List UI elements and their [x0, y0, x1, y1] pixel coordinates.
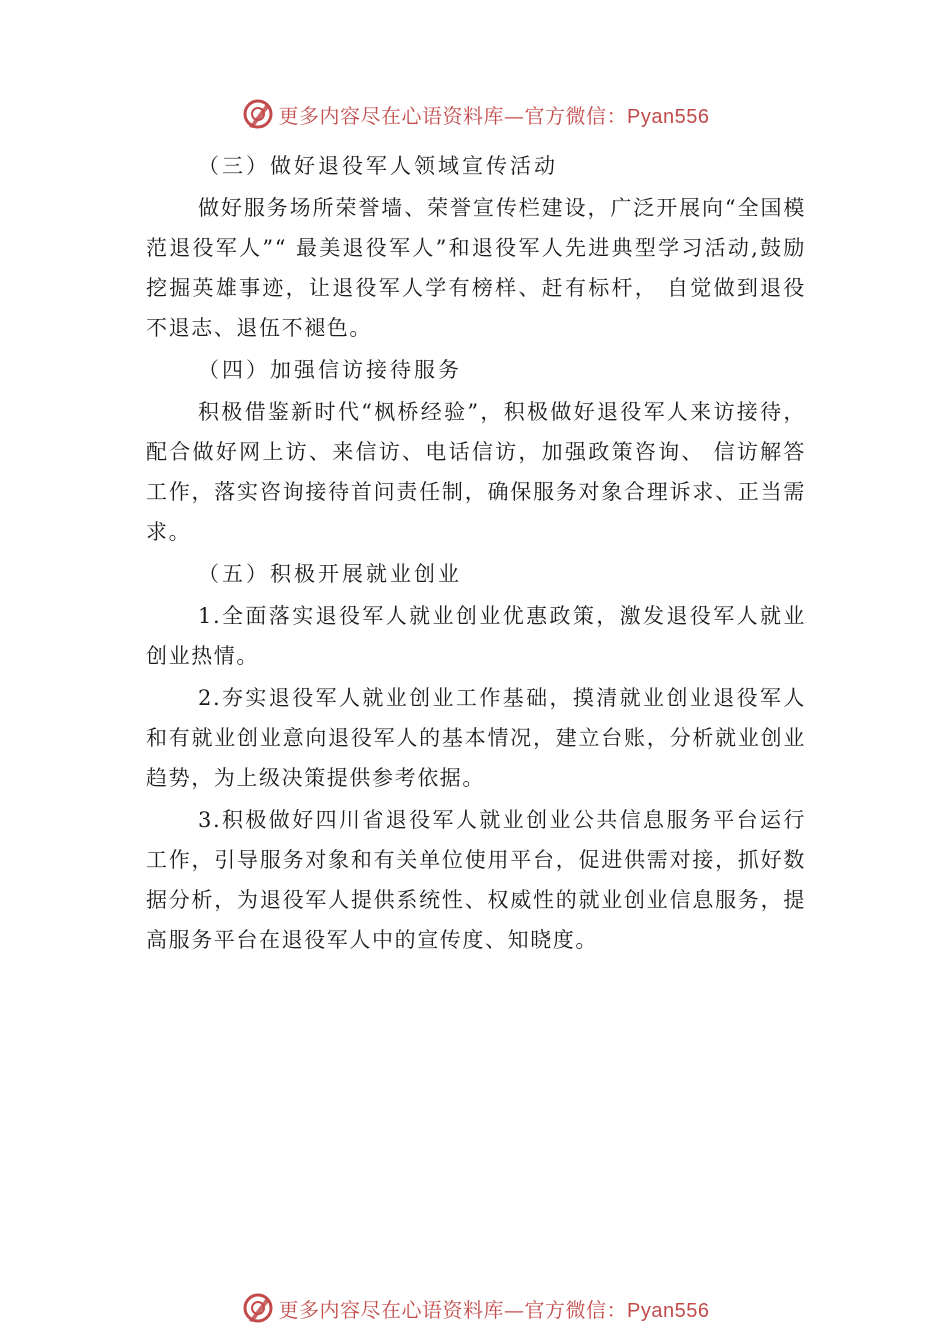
section-3-paragraph: 做好服务场所荣誉墙、荣誉宣传栏建设，广泛开展向“全国模范退役军人”“ 最美退役军人”和退役军人先进典型学习活动,鼓励挖掘英雄事迹，让退役军人学有榜样、赶有标杆， 自觉做到退役不退志、退伍不褪色。: [146, 196, 806, 340]
section-4-paragraph: 积极借鉴新时代“枫桥经验”，积极做好退役军人来访接待，配合做好网上访、来信访、电话信访，加强政策咨询、 信访解答工作，落实咨询接待首问责任制，确保服务对象合理诉求、正当需求。: [146, 400, 806, 544]
watermark-text-cn: 更多内容尽在心语资料库—官方微信：: [278, 1297, 628, 1322]
watermark-text-en: Pyan556: [627, 105, 710, 128]
watermark-text-en: Pyan556: [627, 1299, 710, 1322]
watermark-text: [279, 1294, 710, 1323]
section-5-heading: （五）积极开展就业创业: [198, 562, 462, 586]
watermark-text: [279, 100, 710, 129]
watermark-text-cn: 更多内容尽在心语资料库—官方微信：: [278, 103, 628, 128]
section-3-heading: （三）做好退役军人领域宣传活动: [198, 154, 558, 178]
footer-watermark: [0, 1288, 950, 1328]
quill-logo-icon: [241, 97, 275, 131]
header-watermark: [0, 94, 950, 134]
section-5-item-3: 3.积极做好四川省退役军人就业创业公共信息服务平台运行工作，引导服务对象和有关单位使用平台，促进供需对接，抓好数据分析，为退役军人提供系统性、权威性的就业创业信息服务，提高服务平台在退役军人中的宣传度、知晓度。: [146, 808, 806, 952]
document-body: [146, 146, 806, 962]
section-5-item-1: 1.全面落实退役军人就业创业优惠政策，激发退役军人就业创业热情。: [146, 604, 806, 668]
section-5-item-2: 2.夯实退役军人就业创业工作基础，摸清就业创业退役军人和有就业创业意向退役军人的基本情况，建立台账，分析就业创业趋势，为上级决策提供参考依据。: [146, 686, 806, 790]
quill-logo-icon: [241, 1291, 275, 1325]
section-4-heading: （四）加强信访接待服务: [198, 358, 462, 382]
